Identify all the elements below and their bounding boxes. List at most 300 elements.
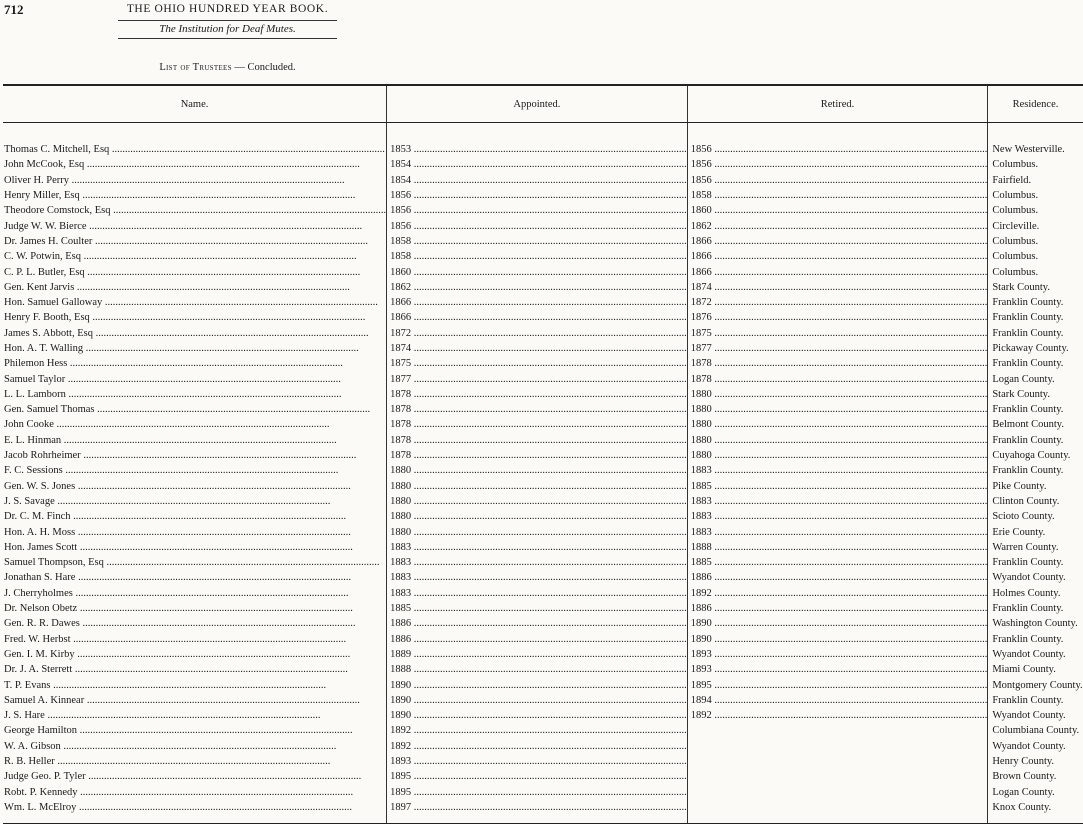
retired-year-cell <box>687 754 988 769</box>
table-row <box>3 142 1083 157</box>
trustee-name: Gen. I. M. Kirby ..... <box>4 649 350 660</box>
table-row <box>3 540 1083 555</box>
appointed-year-cell <box>387 662 688 677</box>
appointed-year: 1866 ..... <box>390 297 687 308</box>
trustee-name: Jonathan S. Hare ..... <box>4 572 351 583</box>
residence-cell <box>988 264 1083 279</box>
appointed-year: 1888 ..... <box>390 664 687 675</box>
retired-year-cell <box>687 494 988 509</box>
retired-year: 1890 ..... <box>691 618 988 629</box>
appointed-year: 1860 ..... <box>390 267 687 278</box>
appointed-year: 1880 ..... <box>390 465 687 476</box>
residence-cell <box>988 203 1083 218</box>
retired-year: 1883 ..... <box>691 527 988 538</box>
trustee-name: Oliver H. Perry ..... <box>4 175 345 186</box>
appointed-year: 1872 ..... <box>390 328 687 339</box>
trustee-name-cell <box>3 218 387 233</box>
trustee-name-cell <box>3 647 387 662</box>
retired-year-cell <box>687 310 988 325</box>
retired-year: 1885 ..... <box>691 557 988 568</box>
table-row <box>3 662 1083 677</box>
retired-year-cell <box>687 203 988 218</box>
retired-year-cell <box>687 570 988 585</box>
book-title: THE OHIO HUNDRED YEAR BOOK. <box>126 3 329 15</box>
table-row <box>3 402 1083 417</box>
trustee-name-cell <box>3 540 387 555</box>
retired-year-cell <box>687 616 988 631</box>
retired-year-cell <box>687 479 988 494</box>
trustee-name-cell <box>3 463 387 478</box>
retired-year: 1883 ..... <box>691 496 988 507</box>
appointed-year-cell <box>387 586 688 601</box>
column-header-name: Name. <box>3 85 387 123</box>
retired-year: 1880 ..... <box>691 404 988 415</box>
trustee-name-cell <box>3 800 387 815</box>
residence: Montgomery County. <box>992 679 1083 691</box>
table-row <box>3 555 1083 570</box>
retired-year-cell <box>687 800 988 815</box>
table-row <box>3 356 1083 371</box>
residence: Holmes County. <box>992 587 1061 599</box>
table-row <box>3 677 1083 692</box>
trustee-name: John McCook, Esq ..... <box>4 159 360 170</box>
retired-year-cell <box>687 708 988 723</box>
table-row <box>3 310 1083 325</box>
table-body <box>3 123 1083 824</box>
table-row <box>3 173 1083 188</box>
residence-cell <box>988 188 1083 203</box>
appointed-year: 1878 ..... <box>390 389 687 400</box>
trustee-name: John Cooke ..... <box>4 419 330 430</box>
trustee-name: T. P. Evans ..... <box>4 680 326 691</box>
retired-year-cell <box>687 188 988 203</box>
table-row <box>3 448 1083 463</box>
appointed-year: 1889 ..... <box>390 649 687 660</box>
retired-year-cell <box>687 524 988 539</box>
trustee-name: Fred. W. Herbst ..... <box>4 634 346 645</box>
residence-cell <box>988 402 1083 417</box>
trustee-name: James S. Abbott, Esq ..... <box>4 328 369 339</box>
trustee-name-cell <box>3 356 387 371</box>
retired-year: 1892 ..... <box>691 710 988 721</box>
residence: Logan County. <box>992 786 1055 798</box>
residence: Franklin County. <box>992 557 1064 569</box>
residence-cell <box>988 356 1083 371</box>
residence: Columbus. <box>992 235 1039 247</box>
residence-cell <box>988 387 1083 402</box>
retired-year-cell <box>687 326 988 341</box>
retired-year: 1856 ..... <box>691 144 988 155</box>
retired-year: 1874 ..... <box>691 282 988 293</box>
trustee-name: Philemon Hess ..... <box>4 358 343 369</box>
retired-year-cell <box>687 555 988 570</box>
appointed-year: 1878 ..... <box>390 404 687 415</box>
table-row <box>3 234 1083 249</box>
table-row <box>3 632 1083 647</box>
residence: Stark County. <box>992 388 1050 400</box>
retired-year-cell <box>687 417 988 432</box>
list-heading <box>0 62 455 73</box>
appointed-year: 1883 ..... <box>390 542 687 553</box>
appointed-year: 1883 ..... <box>390 572 687 583</box>
table-row <box>3 479 1083 494</box>
appointed-year: 1890 ..... <box>390 695 687 706</box>
residence-cell <box>988 280 1083 295</box>
retired-year: 1858 ..... <box>691 190 988 201</box>
trustee-name-cell <box>3 249 387 264</box>
retired-year-cell <box>687 586 988 601</box>
trustee-name: Hon. A. H. Moss ..... <box>4 527 351 538</box>
residence: Circleville. <box>992 220 1040 232</box>
trustee-name-cell <box>3 417 387 432</box>
residence: Franklin County. <box>992 327 1064 339</box>
residence-cell <box>988 142 1083 157</box>
residence-cell <box>988 662 1083 677</box>
trustee-name-cell <box>3 693 387 708</box>
appointed-year-cell <box>387 218 688 233</box>
residence: Pike County. <box>992 480 1047 492</box>
residence-cell <box>988 601 1083 616</box>
appointed-year: 1897 ..... <box>390 802 687 813</box>
residence: New Westerville. <box>992 144 1065 156</box>
appointed-year-cell <box>387 264 688 279</box>
appointed-year-cell <box>387 632 688 647</box>
appointed-year-cell <box>387 173 688 188</box>
residence: Clinton County. <box>992 495 1060 507</box>
residence-cell <box>988 433 1083 448</box>
residence-cell <box>988 708 1083 723</box>
residence: Fairfield. <box>992 174 1032 186</box>
table-row <box>3 264 1083 279</box>
retired-year-cell <box>687 264 988 279</box>
trustee-name-cell <box>3 586 387 601</box>
residence-cell <box>988 754 1083 769</box>
trustee-name: Samuel Taylor ..... <box>4 374 341 385</box>
residence-cell <box>988 555 1083 570</box>
appointed-year: 1883 ..... <box>390 588 687 599</box>
table-row <box>3 203 1083 218</box>
trustee-name: Judge W. W. Bierce ..... <box>4 221 362 232</box>
table-row <box>3 509 1083 524</box>
appointed-year: 1890 ..... <box>390 710 687 721</box>
residence-cell <box>988 800 1083 815</box>
table-row <box>3 494 1083 509</box>
residence: Wyandot County. <box>992 710 1066 722</box>
retired-year-cell <box>687 509 988 524</box>
trustee-name-cell <box>3 280 387 295</box>
retired-year: 1885 ..... <box>691 481 988 492</box>
trustees-table <box>3 84 1083 824</box>
appointed-year-cell <box>387 295 688 310</box>
residence: Wyandot County. <box>992 740 1066 752</box>
residence-cell <box>988 494 1083 509</box>
appointed-year: 1883 ..... <box>390 557 687 568</box>
residence-cell <box>988 509 1083 524</box>
trustee-name-cell <box>3 157 387 172</box>
trustee-name-cell <box>3 448 387 463</box>
appointed-year-cell <box>387 326 688 341</box>
trustee-name: Theodore Comstock, Esq ..... <box>4 205 386 216</box>
retired-year: 1856 ..... <box>691 159 988 170</box>
appointed-year: 1862 ..... <box>390 282 687 293</box>
residence: Logan County. <box>992 373 1055 385</box>
appointed-year: 1858 ..... <box>390 251 687 262</box>
trustee-name: Hon. Samuel Galloway ..... <box>4 297 378 308</box>
appointed-year: 1892 ..... <box>390 741 687 752</box>
retired-year-cell <box>687 157 988 172</box>
residence: Henry County. <box>992 756 1055 768</box>
retired-year-cell <box>687 647 988 662</box>
trustee-name: C. W. Potwin, Esq ..... <box>4 251 357 262</box>
retired-year: 1893 ..... <box>691 664 988 675</box>
retired-year-cell <box>687 540 988 555</box>
residence-cell <box>988 218 1083 233</box>
trustee-name-cell <box>3 555 387 570</box>
retired-year-cell <box>687 632 988 647</box>
trustee-name-cell <box>3 173 387 188</box>
trustee-name: R. B. Heller ..... <box>4 756 330 767</box>
appointed-year: 1878 ..... <box>390 450 687 461</box>
trustee-name: Samuel A. Kinnear ..... <box>4 695 360 706</box>
retired-year-cell <box>687 295 988 310</box>
table-row <box>3 433 1083 448</box>
trustee-name-cell <box>3 402 387 417</box>
retired-year-cell <box>687 463 988 478</box>
appointed-year-cell <box>387 188 688 203</box>
residence-cell <box>988 310 1083 325</box>
appointed-year: 1874 ..... <box>390 343 687 354</box>
residence: Franklin County. <box>992 404 1064 416</box>
appointed-year: 1895 ..... <box>390 771 687 782</box>
table-row <box>3 800 1083 815</box>
trustee-name-cell <box>3 708 387 723</box>
appointed-year: 1856 ..... <box>390 221 687 232</box>
retired-year: 1892 ..... <box>691 588 988 599</box>
appointed-year-cell <box>387 371 688 386</box>
retired-year: 1883 ..... <box>691 465 988 476</box>
table-row <box>3 387 1083 402</box>
appointed-year-cell <box>387 479 688 494</box>
table-row <box>3 295 1083 310</box>
appointed-year: 1893 ..... <box>390 756 687 767</box>
retired-year-cell <box>687 402 988 417</box>
retired-year-cell <box>687 234 988 249</box>
retired-year: 1860 ..... <box>691 205 988 216</box>
trustee-name: Gen. R. R. Dawes ..... <box>4 618 355 629</box>
residence-cell <box>988 784 1083 799</box>
trustee-name-cell <box>3 188 387 203</box>
table-row <box>3 769 1083 784</box>
appointed-year: 1890 ..... <box>390 680 687 691</box>
appointed-year-cell <box>387 249 688 264</box>
appointed-year-cell <box>387 157 688 172</box>
residence: Scioto County. <box>992 511 1055 523</box>
appointed-year-cell <box>387 601 688 616</box>
trustee-name-cell <box>3 524 387 539</box>
appointed-year-cell <box>387 448 688 463</box>
appointed-year: 1854 ..... <box>390 159 687 170</box>
appointed-year: 1854 ..... <box>390 175 687 186</box>
retired-year-cell <box>687 173 988 188</box>
residence-cell <box>988 632 1083 647</box>
appointed-year-cell <box>387 387 688 402</box>
appointed-year-cell <box>387 463 688 478</box>
trustee-name-cell <box>3 264 387 279</box>
trustee-name-cell <box>3 433 387 448</box>
residence: Columbus. <box>992 251 1039 263</box>
retired-year: 1878 ..... <box>691 358 988 369</box>
trustee-name: Dr. James H. Coulter ..... <box>4 236 368 247</box>
trustee-name: J. S. Savage ..... <box>4 496 330 507</box>
appointed-year-cell <box>387 509 688 524</box>
appointed-year-cell <box>387 433 688 448</box>
residence-cell <box>988 540 1083 555</box>
residence-cell <box>988 524 1083 539</box>
residence-cell <box>988 677 1083 692</box>
residence: Franklin County. <box>992 694 1064 706</box>
retired-year: 1866 ..... <box>691 267 988 278</box>
residence-cell <box>988 341 1083 356</box>
trustee-name: Judge Geo. P. Tyler ..... <box>4 771 361 782</box>
residence: Wyandot County. <box>992 572 1066 584</box>
retired-year-cell <box>687 387 988 402</box>
retired-year: 1878 ..... <box>691 374 988 385</box>
table-row <box>3 249 1083 264</box>
appointed-year: 1895 ..... <box>390 787 687 798</box>
residence-cell <box>988 371 1083 386</box>
trustee-name: Dr. Nelson Obetz ..... <box>4 603 353 614</box>
appointed-year-cell <box>387 800 688 815</box>
residence: Stark County. <box>992 281 1050 293</box>
table-row <box>3 326 1083 341</box>
appointed-year-cell <box>387 723 688 738</box>
appointed-year-cell <box>387 341 688 356</box>
retired-year: 1880 ..... <box>691 435 988 446</box>
table-row <box>3 616 1083 631</box>
appointed-year-cell <box>387 402 688 417</box>
residence: Wyandot County. <box>992 648 1066 660</box>
residence: Belmont County. <box>992 419 1064 431</box>
trustee-name-cell <box>3 387 387 402</box>
retired-year: 1880 ..... <box>691 450 988 461</box>
trustee-name: W. A. Gibson ..... <box>4 741 336 752</box>
trustee-name-cell <box>3 326 387 341</box>
retired-year-cell <box>687 433 988 448</box>
appointed-year-cell <box>387 754 688 769</box>
trustee-name-cell <box>3 601 387 616</box>
trustee-name-cell <box>3 769 387 784</box>
trustee-name: E. L. Hinman ..... <box>4 435 337 446</box>
retired-year-cell <box>687 769 988 784</box>
appointed-year: 1866 ..... <box>390 312 687 323</box>
residence-cell <box>988 448 1083 463</box>
residence-cell <box>988 723 1083 738</box>
residence: Columbiana County. <box>992 725 1080 737</box>
residence: Franklin County. <box>992 358 1064 370</box>
residence-cell <box>988 234 1083 249</box>
appointed-year: 1858 ..... <box>390 236 687 247</box>
table-row <box>3 157 1083 172</box>
appointed-year-cell <box>387 784 688 799</box>
retired-year: 1866 ..... <box>691 236 988 247</box>
retired-year-cell <box>687 601 988 616</box>
table-row <box>3 463 1083 478</box>
appointed-year: 1856 ..... <box>390 190 687 201</box>
column-header-appointed: Appointed. <box>387 85 688 123</box>
trustee-name: Thomas C. Mitchell, Esq ..... <box>4 144 385 155</box>
table-row <box>3 601 1083 616</box>
table-row <box>3 371 1083 386</box>
trustee-name: Hon. James Scott ..... <box>4 542 353 553</box>
trustee-name: Henry F. Booth, Esq ..... <box>4 312 365 323</box>
residence-cell <box>988 173 1083 188</box>
retired-year-cell <box>687 341 988 356</box>
running-header <box>4 2 451 18</box>
trustee-name: George Hamilton ..... <box>4 725 353 736</box>
retired-year: 1862 ..... <box>691 221 988 232</box>
retired-year-cell <box>687 739 988 754</box>
table-row <box>3 739 1083 754</box>
appointed-year-cell <box>387 769 688 784</box>
residence: Franklin County. <box>992 465 1064 477</box>
table-spacer <box>3 123 1083 143</box>
trustee-name-cell <box>3 662 387 677</box>
appointed-year: 1878 ..... <box>390 419 687 430</box>
table-header-row <box>3 85 1083 123</box>
residence: Warren County. <box>992 541 1059 553</box>
residence: Franklin County. <box>992 297 1064 309</box>
trustee-name: C. P. L. Butler, Esq ..... <box>4 267 360 278</box>
retired-year-cell <box>687 142 988 157</box>
trustee-name: Robt. P. Kennedy ..... <box>4 787 353 798</box>
retired-year: 1894 ..... <box>691 695 988 706</box>
retired-year: 1893 ..... <box>691 649 988 660</box>
retired-year: 1888 ..... <box>691 542 988 553</box>
appointed-year-cell <box>387 739 688 754</box>
residence: Franklin County. <box>992 633 1064 645</box>
appointed-year-cell <box>387 570 688 585</box>
retired-year: 1890 ..... <box>691 634 988 645</box>
retired-year-cell <box>687 249 988 264</box>
table-row <box>3 693 1083 708</box>
appointed-year: 1880 ..... <box>390 496 687 507</box>
trustee-name: Jacob Rohrheimer ..... <box>4 450 356 461</box>
appointed-year-cell <box>387 203 688 218</box>
trustee-name-cell <box>3 341 387 356</box>
residence-cell <box>988 647 1083 662</box>
residence-cell <box>988 693 1083 708</box>
table-row <box>3 586 1083 601</box>
residence-cell <box>988 739 1083 754</box>
trustee-name-cell <box>3 723 387 738</box>
retired-year: 1877 ..... <box>691 343 988 354</box>
appointed-year: 1885 ..... <box>390 603 687 614</box>
retired-year: 1856 ..... <box>691 175 988 186</box>
appointed-year-cell <box>387 356 688 371</box>
retired-year-cell <box>687 371 988 386</box>
residence-cell <box>988 570 1083 585</box>
residence: Columbus. <box>992 205 1039 217</box>
trustee-name-cell <box>3 203 387 218</box>
appointed-year-cell <box>387 647 688 662</box>
trustee-name-cell <box>3 295 387 310</box>
residence: Miami County. <box>992 664 1056 676</box>
table-row <box>3 280 1083 295</box>
appointed-year-cell <box>387 693 688 708</box>
residence-cell <box>988 326 1083 341</box>
residence: Erie County. <box>992 526 1046 538</box>
appointed-year-cell <box>387 524 688 539</box>
